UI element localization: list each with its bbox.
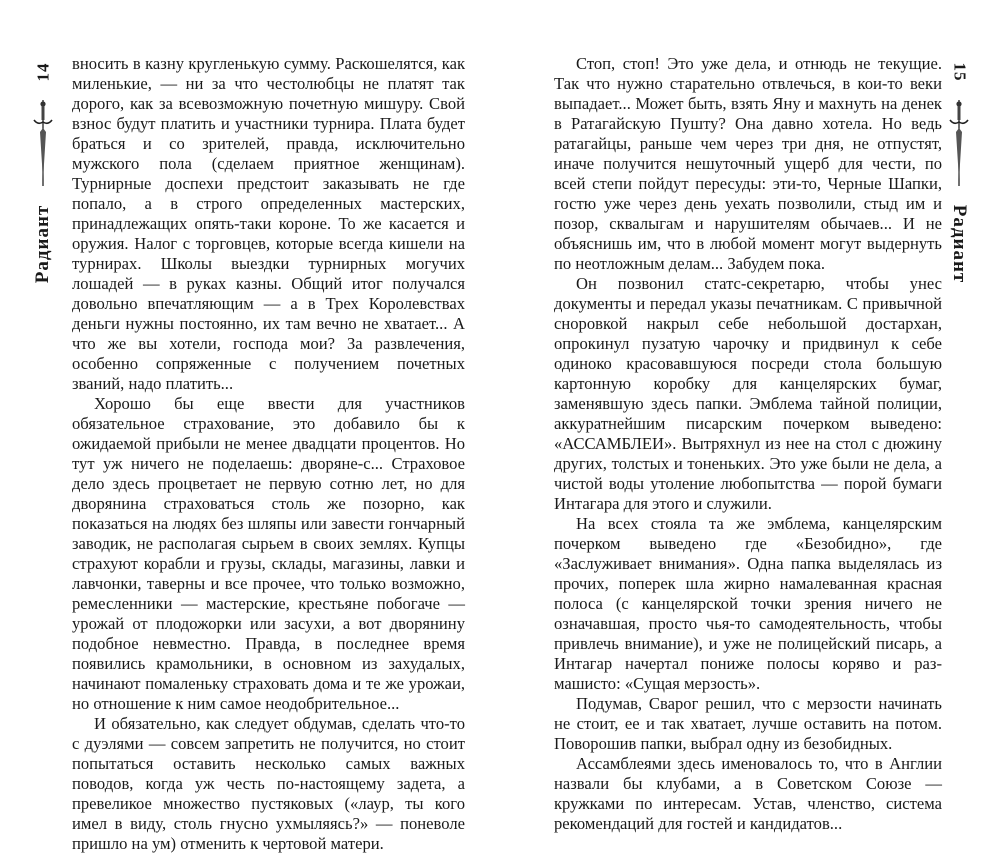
sword-ornament-icon [947,98,971,188]
paragraph: Подумав, Сварог решил, что с мерзости начинать не стоит, ее и так хватает, лучше оставить на потом. Поворошив папки, выбрал одну из безобидных. [554,694,942,753]
running-title: Радиант [949,204,971,284]
text-column [72,54,465,854]
paragraph: Он позвонил статс-секретарю, чтобы унес документы и передал указы печатникам. С привычной сноровкой накрыл себе небольшой достархан, опрокинул пузатую чарочку и придвинул к себе одиноко красовавшуюся посреди стола большую картонную коробку для канцелярских бумаг, заменявшую здесь папки. Эмблема тайной полиции, аккуратнейшим писарским почерком выведено: «АССАМБЛЕИ». Вытряхнул из нее на стол с дюжину других, толстых и тоненьких. Это уже были не дела, а чистой воды утоление любопытства — порой бумаги Интагара для этого и служили. [554,274,942,513]
sword-ornament-icon [31,98,55,188]
running-title: Радиант [32,204,54,284]
paragraph: На всех стояла та же эмблема, канцелярским почерком выведено где «Безобидно», где «Заслуживает внимания». Одна папка выделялась из прочих, поперек шла жирно намалеванная красная полоса (с канцелярской точки зрения ничего не означавшая, просто чья-то самодеятельность, чтобы привлечь внимание), и уже не полицейский писарь, а Интагар начертал пониже полосы коряво и размашисто: «Сущая мерзость». [554,514,942,693]
text-column [554,54,942,834]
page-number: 14 [33,62,52,82]
paragraph: Стоп, стоп! Это уже дела, и отнюдь не текущие. Так что нужно старательно отвлечься, в кои-то веки выпадает... Может быть, взять Яну и махнуть на денек в Ратагайскую Пушту? Она давно хотела. Но ведь ратагайцы, раньше чем через три дня, не отпустят, иначе получится нешуточный ущерб для чести, по всей степи пойдут пересуды: эти-то, Черные Шапки, гостю уже через день уехать позволили, стыд им и позор, сквалыгам и нарушителям обычаев... И не объяснишь им, что в любой момент могут выдернуть по неотложным делам... Забудем пока. [554,54,942,273]
page-number: 15 [950,62,969,82]
paragraph: Ассамблеями здесь именовалось то, что в Англии назвали бы клубами, а в Советском Союзе — кружками по интересам. Устав, членство, система рекомендаций для гостей и кандидатов... [554,754,942,833]
paragraph: вносить в казну кругленькую сумму. Раскошелятся, как миленькие, — ни за что честолюбцы не платят так дорого, как за всевозможную почетную мишуру. Свой взнос будут платить и участники турнира. Плата будет браться и со зрителей, правда, исключительно мужского пола (сделаем приятное женщинам). Турнирные доспехи предстоит заказывать не где попало, а в строго определенных мастерских, принадлежащих опять-таки короне. То же касается и оружия. Налог с торговцев, которые всегда кишели на турнирах. Школы выездки турнирных могучих лошадей — в руках казны. Общий итог получался довольно впечатляющим — а в Трех Королевствах деньги нужны постоянно, их там вечно не хватает... А что же вы хотели, господа мои? За развлечения, особенно сопряженные с получением почетных званий, надо платить... [72,54,465,393]
right-page [500,0,1000,833]
paragraph: Хорошо бы еще ввести для участников обязательное страхование, это добавило бы к ожидаемой прибыли не менее двадцати процентов. Но тут уж ничего не поделаешь: дворяне-с... Страховое дело здесь процветает не первую сотню лет, но для дворянина страховаться столь же позорно, как показаться на людях без шляпы или завести гончарный заводик, не располагая сырьем в своих землях. Купцы страхуют корабли и грузы, склады, магазины, лавки и лавчонки, таверны и все прочее, что только возможно, ремесленники — мастерские, крестьяне побогаче — урожай от плодожорки или засухи, а вот дворянину подобное невместно. Правда, в последнее время появились крамольники, в основном из захудалых, начинают помаленьку страховать дома и те же урожаи, но отношение к ним самое неодобрительное... [72,394,465,713]
paragraph: И обязательно, как следует обдумав, сделать что-то с дуэлями — совсем запретить не получится, но стоит попытаться оставить несколько самых важных поводов, когда уж честь по-настоящему задета, а превеликое множество пустяковых («лаур, ты кого имел в виду, столь гнусно ухмыляясь?» — поневоле пришло на ум) отменить к чертовой матери. [72,714,465,853]
left-page [0,0,500,853]
